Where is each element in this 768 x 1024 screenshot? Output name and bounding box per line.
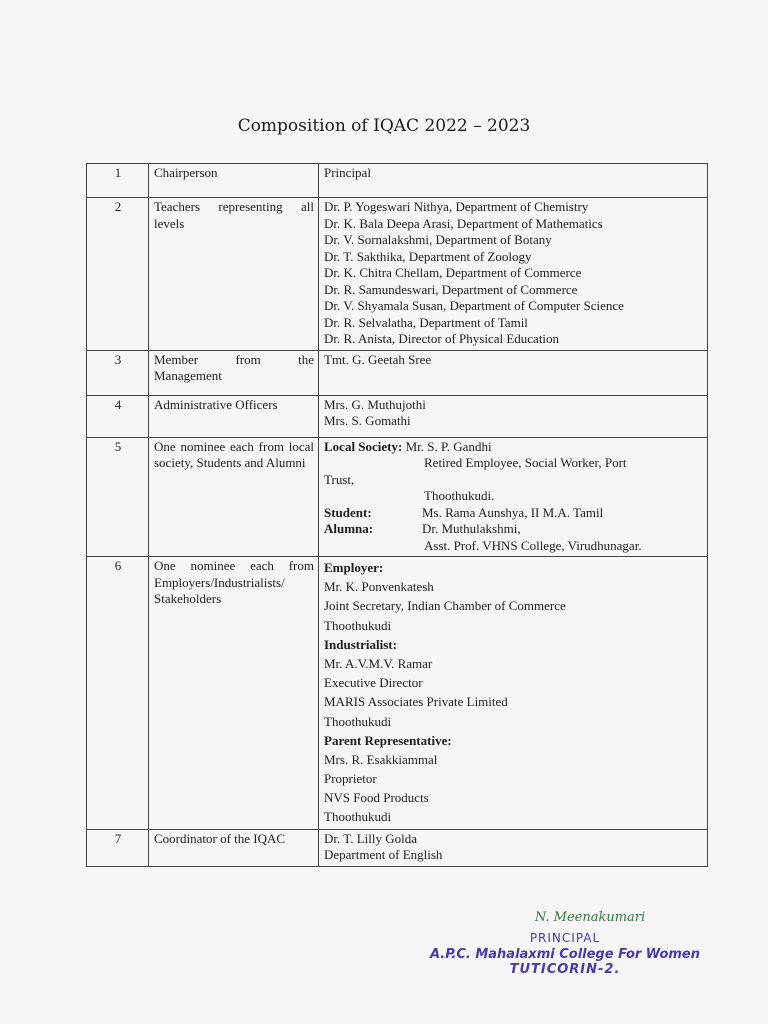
alumna-value: Dr. Muthulakshmi,: [422, 521, 521, 536]
member-line: Dr. R. Anista, Director of Physical Education: [324, 331, 560, 346]
row-category: One nominee each from local society, Students and Alumni: [149, 437, 319, 557]
row-category: Member from the Management: [149, 350, 319, 395]
industrialist-label: Industrialist:: [324, 636, 397, 652]
alumna-desc: Asst. Prof. VHNS College, Virudhunagar.: [424, 537, 642, 553]
table-row: [87, 557, 708, 830]
parent-line: Thoothukudi: [324, 809, 392, 825]
parent-line: Mrs. R. Esakkiammal: [324, 751, 438, 767]
row-members: [319, 437, 708, 557]
iqac-composition-table: [86, 163, 708, 867]
row-number: 5: [87, 437, 149, 557]
employer-line: Joint Secretary, Indian Chamber of Commerce: [324, 598, 566, 614]
row-category: Coordinator of the IQAC: [149, 829, 319, 866]
local-society-desc2: Trust,: [324, 471, 355, 487]
parent-line: NVS Food Products: [324, 790, 429, 806]
row-number: 7: [87, 829, 149, 866]
parent-line: Proprietor: [324, 771, 377, 787]
document-title: Composition of IQAC 2022 – 2023: [237, 116, 531, 136]
member-line: Department of English: [324, 847, 443, 863]
member-line: Dr. V. Shyamala Susan, Department of Computer Science: [324, 298, 624, 313]
row-category: Teachers representing all levels: [149, 198, 319, 351]
industrialist-line: Mr. A.V.M.V. Ramar: [324, 655, 433, 671]
row-category: Administrative Officers: [149, 395, 319, 437]
member-line: Tmt. G. Geetah Sree: [324, 351, 432, 367]
member-line: Dr. T. Lilly Golda: [324, 830, 418, 846]
alumna-label: Alumna:: [324, 521, 374, 536]
row-members: [319, 350, 708, 395]
member-line: Dr. R. Selvalatha, Department of Tamil: [324, 314, 528, 330]
row-members: [319, 395, 708, 437]
member-line: Mrs. G. Muthujothi: [324, 396, 426, 412]
parent-label: Parent Representative:: [324, 732, 452, 748]
industrialist-line: MARIS Associates Private Limited: [324, 694, 508, 710]
row-number: 4: [87, 395, 149, 437]
row-number: 1: [87, 164, 149, 198]
row-members: [319, 829, 708, 866]
row-members: [319, 198, 708, 351]
employer-line: Thoothukudi: [324, 617, 392, 633]
student-label: Student:: [324, 504, 372, 520]
member-line: Dr. K. Chitra Chellam, Department of Commerce: [324, 265, 582, 280]
row-members: [319, 557, 708, 830]
industrialist-line: Executive Director: [324, 675, 423, 691]
member-line: Mrs. S. Gomathi: [324, 413, 411, 428]
table-row: [87, 437, 708, 557]
row-number: 3: [87, 350, 149, 395]
table-row: [87, 395, 708, 437]
alumna-line: [324, 521, 703, 538]
row-members: [319, 164, 708, 198]
local-society-label: Local Society:: [324, 438, 403, 454]
local-society-place: Thoothukudi.: [424, 488, 495, 503]
stamp-line-1: PRINCIPAL: [529, 931, 601, 945]
stamp-line-3: TUTICORIN-2.: [509, 962, 621, 977]
row-number: 2: [87, 198, 149, 351]
table-row: [87, 164, 708, 198]
table-row: [87, 198, 708, 351]
table-row: [87, 350, 708, 395]
industrialist-line: Thoothukudi: [324, 713, 392, 729]
row-number: 6: [87, 557, 149, 830]
member-line: Dr. K. Bala Deepa Arasi, Department of Mathematics: [324, 215, 603, 231]
student-value: Ms. Rama Aunshya, II M.A. Tamil: [422, 504, 604, 520]
employer-label: Employer:: [324, 560, 384, 575]
row-category: One nominee each from Employers/Industrialists/ Stakeholders: [149, 557, 319, 830]
student-line: [324, 505, 703, 522]
row-category: Chairperson: [149, 164, 319, 198]
member-line: Dr. R. Samundeswari, Department of Commerce: [324, 281, 578, 297]
stamp-line-2: A.P.C. Mahalaxmi College For Women: [429, 947, 700, 962]
local-society-name: Mr. S. P. Gandhi: [405, 438, 492, 454]
employer-line: Mr. K. Ponvenkatesh: [324, 579, 434, 595]
member-line: Dr. V. Sornalakshmi, Department of Botany: [324, 232, 552, 247]
member-line: Dr. P. Yogeswari Nithya, Department of Chemistry: [324, 199, 589, 214]
local-society-line: [324, 439, 703, 456]
local-society-desc: Retired Employee, Social Worker, Port: [424, 455, 627, 470]
principal-stamp: [420, 910, 710, 977]
table-row: [87, 829, 708, 866]
principal-signature: N. Meenakumari: [534, 910, 646, 925]
member-line: Dr. T. Sakthika, Department of Zoology: [324, 248, 532, 264]
member-line: Principal: [324, 165, 371, 180]
